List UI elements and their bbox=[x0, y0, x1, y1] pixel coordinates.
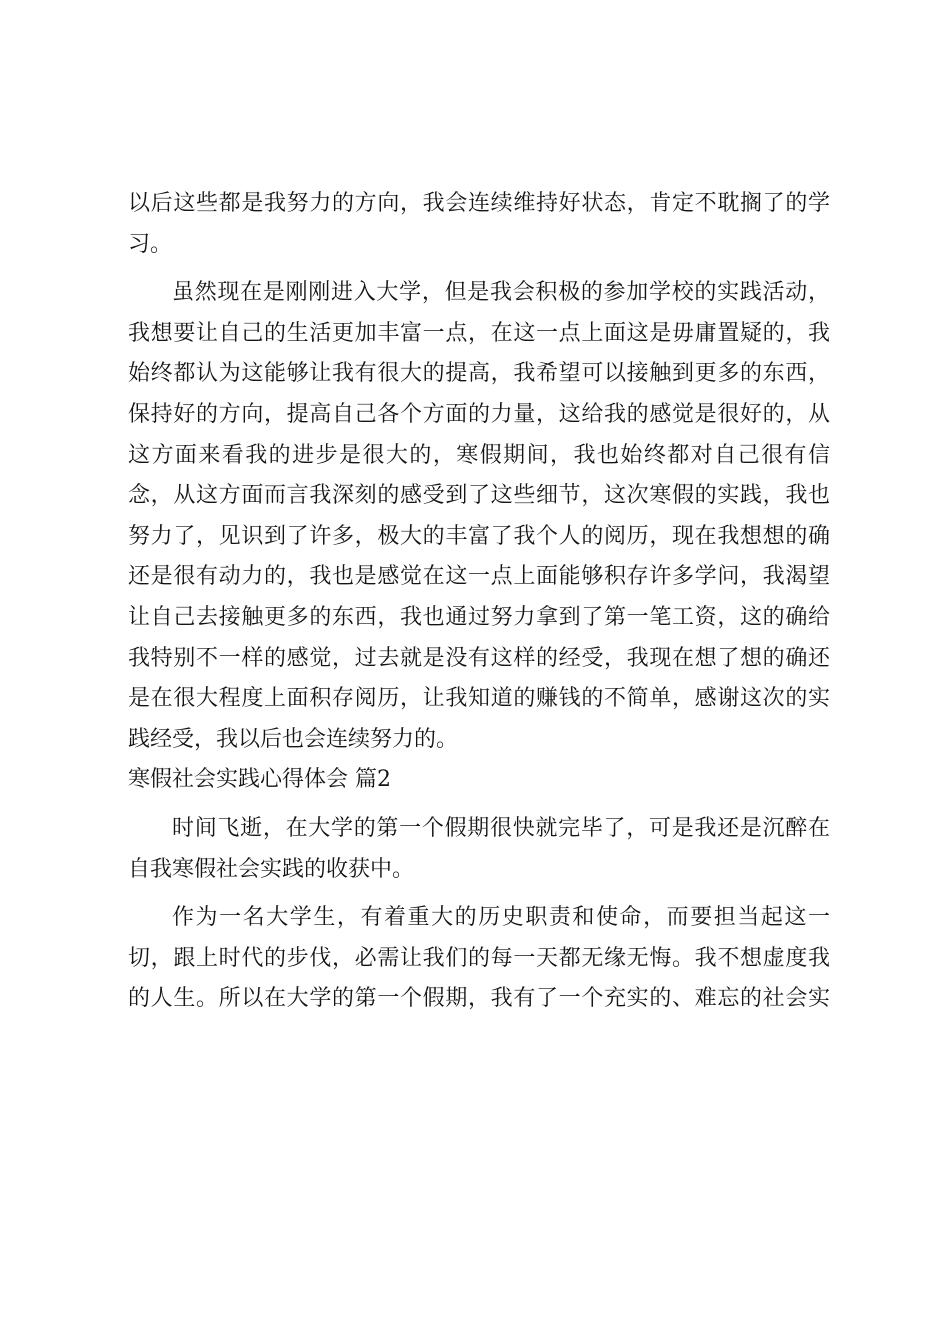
text-line: 习。 bbox=[128, 231, 173, 257]
section-heading: 寒假社会实践心得体会 篇2 bbox=[128, 767, 391, 793]
paragraph-college-student bbox=[128, 898, 830, 1020]
text-line: 始终都认为这能够让我有很大的提高，我希望可以接触到更多的东西， bbox=[128, 361, 830, 387]
text-line: 努力了，见识到了许多，极大的丰富了我个人的阅历，现在我想想的确 bbox=[128, 523, 830, 549]
text-line: 还是很有动力的，我也是感觉在这一点上面能够积存许多学问，我渴望 bbox=[128, 564, 830, 590]
paragraph-continuation bbox=[128, 184, 830, 265]
text-line: 的人生。所以在大学的第一个假期，我有了一个充实的、难忘的社会实 bbox=[128, 986, 830, 1012]
text-line: 这方面来看我的进步是很大的，寒假期间，我也始终都对自己很有信 bbox=[128, 442, 830, 468]
text-line: 虽然现在是刚刚进入大学，但是我会积极的参加学校的实践活动， bbox=[172, 280, 830, 306]
document-body bbox=[128, 184, 830, 1020]
text-line: 切，跟上时代的步伐，必需让我们的每一天都无缘无悔。我不想虚度我 bbox=[128, 945, 830, 971]
text-line: 是在很大程度上面积存阅历，让我知道的赚钱的不简单，感谢这次的实 bbox=[128, 686, 830, 712]
text-line: 以后这些都是我努力的方向，我会连续维持好状态，肯定不耽搁了的学 bbox=[128, 191, 830, 216]
text-line: 我特别不一样的感觉，过去就是没有这样的经受，我现在想了想的确还 bbox=[128, 645, 830, 671]
text-line: 作为一名大学生，有着重大的历史职责和使命，而要担当起这一 bbox=[172, 905, 830, 931]
text-line: 念，从这方面而言我深刻的感受到了这些细节，这次寒假的实践，我也 bbox=[128, 483, 830, 509]
text-line: 保持好的方向，提高自己各个方面的力量，这给我的感觉是很好的，从 bbox=[128, 401, 830, 427]
text-line: 让自己去接触更多的东西，我也通过努力拿到了第一笔工资，这的确给 bbox=[128, 604, 830, 630]
paragraph-practice-reflection bbox=[128, 273, 830, 760]
text-line: 践经受，我以后也会连续努力的。 bbox=[128, 726, 459, 752]
text-line: 时间飞逝，在大学的第一个假期很快就完毕了，可是我还是沉醉在 bbox=[172, 815, 830, 841]
paragraph-time-flies bbox=[128, 809, 830, 890]
text-line: 自我寒假社会实践的收获中。 bbox=[128, 856, 415, 882]
text-line: 我想要让自己的生活更加丰富一点，在这一点上面这是毋庸置疑的，我 bbox=[128, 320, 830, 346]
